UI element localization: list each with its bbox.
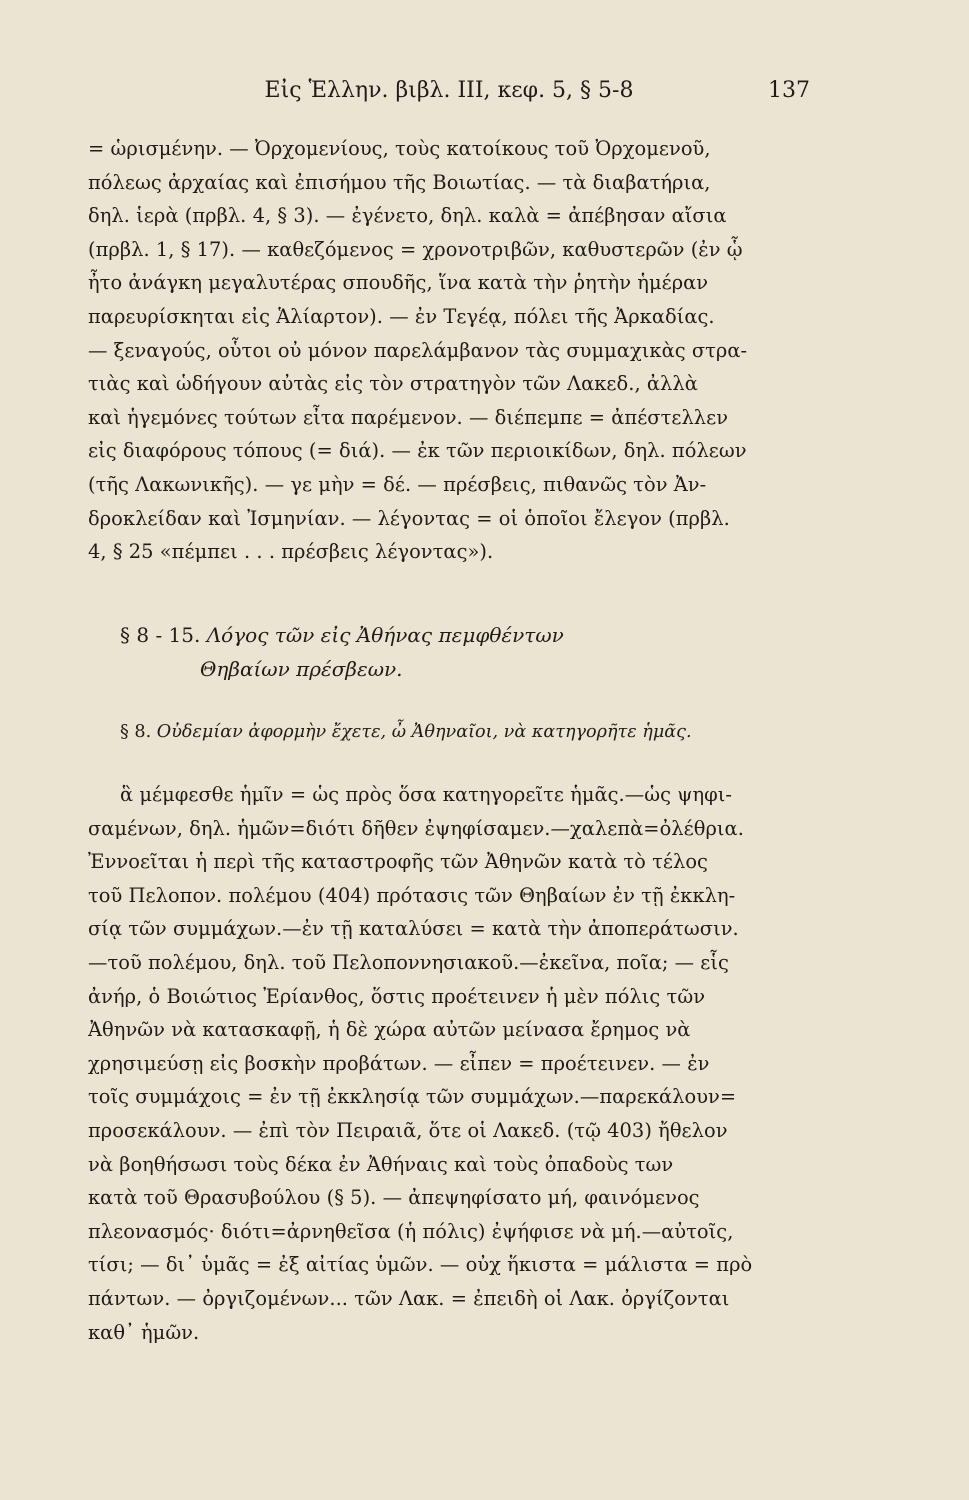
text-line: τοῦ Πελοπον. πολέμου (404) πρότασις τῶν Θηβαίων ἐν τῇ ἐκκλη- xyxy=(88,883,736,907)
commentary-block-a xyxy=(88,132,810,569)
text-line: Ἀθηνῶν νὰ κατασκαφῇ, ἡ δὲ χώρα αὐτῶν μείνασα ἔρημος νὰ xyxy=(88,1018,691,1042)
text-line: τοῖς συμμάχοις = ἐν τῇ ἐκκλησίᾳ τῶν συμμάχων.—παρεκάλουν= xyxy=(88,1085,737,1109)
text-line: δηλ. ἱερὰ (πρβλ. 4, § 3). — ἐγένετο, δηλ. καλὰ = ἀπέβησαν αἴσια xyxy=(88,204,727,228)
text-line: σίᾳ τῶν συμμάχων.—ἐν τῇ καταλύσει = κατὰ τὴν ἀποπεράτωσιν. xyxy=(88,917,739,941)
section-heading xyxy=(120,618,810,686)
text-line: δροκλείδαν καὶ Ἰσμηνίαν. — λέγοντας = οἱ ὁποῖοι ἔλεγον (πρβλ. xyxy=(88,506,730,530)
text-line: ἦτο ἀνάγκη μεγαλυτέρας σπουδῆς, ἵνα κατὰ τὴν ῥητὴν ἡμέραν xyxy=(88,271,709,295)
section-title-line1: Λόγος τῶν εἰς Ἀθήνας πεμφθέντων xyxy=(206,623,564,647)
text-line: (πρβλ. 1, § 17). — καθεζόμενος = χρονοτριβῶν, καθυστερῶν (ἐν ᾧ xyxy=(88,237,743,261)
text-line: ἀνήρ, ὁ Βοιώτιος Ἐρίανθος, ὅστις προέτεινεν ἡ μὲν πόλις τῶν xyxy=(88,984,706,1008)
running-title: Εἰς Ἑλλην. βιβλ. ΙΙΙ, κεφ. 5, § 5-8 xyxy=(264,78,634,103)
text-line: παρευρίσκηται εἰς Ἁλίαρτον). — ἐν Τεγέᾳ, πόλει τῆς Ἀρκαδίας. xyxy=(88,304,715,328)
page-number: 137 xyxy=(768,78,810,103)
text-line: κατὰ τοῦ Θρασυβούλου (§ 5). — ἀπεψηφίσατο μή, φαινόμενος xyxy=(88,1186,700,1210)
text-line: Ἐννοεῖται ἡ περὶ τῆς καταστροφῆς τῶν Ἀθηνῶν κατὰ τὸ τέλος xyxy=(88,850,708,874)
text-line: τιὰς καὶ ὡδήγουν αὐτὰς εἰς τὸν στρατηγὸν τῶν Λακεδ., ἀλλὰ xyxy=(88,372,698,396)
book-page xyxy=(88,0,810,1500)
text-line: = ὡρισμένην. — Ὀρχομενίους, τοὺς κατοίκους τοῦ Ὀρχομενοῦ, xyxy=(88,137,711,160)
subsection-text: Οὐδεμίαν ἀφορμὴν ἔχετε, ὦ Ἀθηναῖοι, νὰ κατηγορῆτε ἡμᾶς. xyxy=(156,722,692,742)
text-line: —τοῦ πολέμου, δηλ. τοῦ Πελοποννησιακοῦ.—ἐκεῖνα, ποῖα; — εἷς xyxy=(88,950,729,974)
subsection-heading xyxy=(120,716,810,748)
text-line: (τῆς Λακωνικῆς). — γε μὴν = δέ. — πρέσβεις, πιθανῶς τὸν Ἀν- xyxy=(88,472,707,496)
text-line: προσεκάλουν. — ἐπὶ τὸν Πειραιᾶ, ὅτε οἱ Λακεδ. (τῷ 403) ἤθελον xyxy=(88,1118,728,1142)
section-ref: § 8 - 15. xyxy=(120,623,201,647)
text-line: καθ᾽ ἡμῶν. xyxy=(88,1320,200,1344)
text-line: ἃ μέμφεσθε ἡμῖν = ὡς πρὸς ὅσα κατηγορεῖτε ἡμᾶς.—ὡς ψηφι- xyxy=(120,783,733,806)
text-line: πλεονασμός· διότι=ἀρνηθεῖσα (ἡ πόλις) ἐψήφισε νὰ μή.—αὐτοῖς, xyxy=(88,1219,734,1243)
section-title-line2: Θηβαίων πρέσβεων. xyxy=(200,657,403,681)
text-line: σαμένων, δηλ. ἡμῶν=διότι δῆθεν ἐψηφίσαμεν.—χαλεπὰ=ὀλέθρια. xyxy=(88,816,744,840)
running-head xyxy=(88,74,810,108)
text-line: τίσι; — δι᾽ ὑμᾶς = ἐξ αἰτίας ὑμῶν. — οὐχ ἥκιστα = μάλιστα = πρὸ xyxy=(88,1253,753,1277)
text-line: 4, § 25 «πέμπει . . . πρέσβεις λέγοντας»). xyxy=(88,540,494,564)
text-line: καὶ ἡγεμόνες τούτων εἶτα παρέμενον. — διέπεμπε = ἀπέστελλεν xyxy=(88,405,729,429)
commentary-block-b xyxy=(88,778,810,1349)
text-line: — ξεναγούς, οὗτοι οὐ μόνον παρελάμβανον τὰς συμμαχικὰς στρα- xyxy=(88,338,748,362)
text-line: πάντων. — ὀργιζομένων... τῶν Λακ. = ἐπειδὴ οἱ Λακ. ὀργίζονται xyxy=(88,1286,730,1310)
text-line: νὰ βοηθήσωσι τοὺς δέκα ἐν Ἀθήναις καὶ τοὺς ὀπαδοὺς των xyxy=(88,1152,674,1176)
text-line: εἰς διαφόρους τόπους (= διά). — ἐκ τῶν περιοικίδων, δηλ. πόλεων xyxy=(88,439,747,463)
text-line: πόλεως ἀρχαίας καὶ ἐπισήμου τῆς Βοιωτίας. — τὰ διαβατήρια, xyxy=(88,170,711,194)
subsection-ref: § 8. xyxy=(120,722,152,742)
text-line: χρησιμεύσῃ εἰς βοσκὴν προβάτων. — εἶπεν = προέτεινεν. — ἐν xyxy=(88,1051,710,1075)
